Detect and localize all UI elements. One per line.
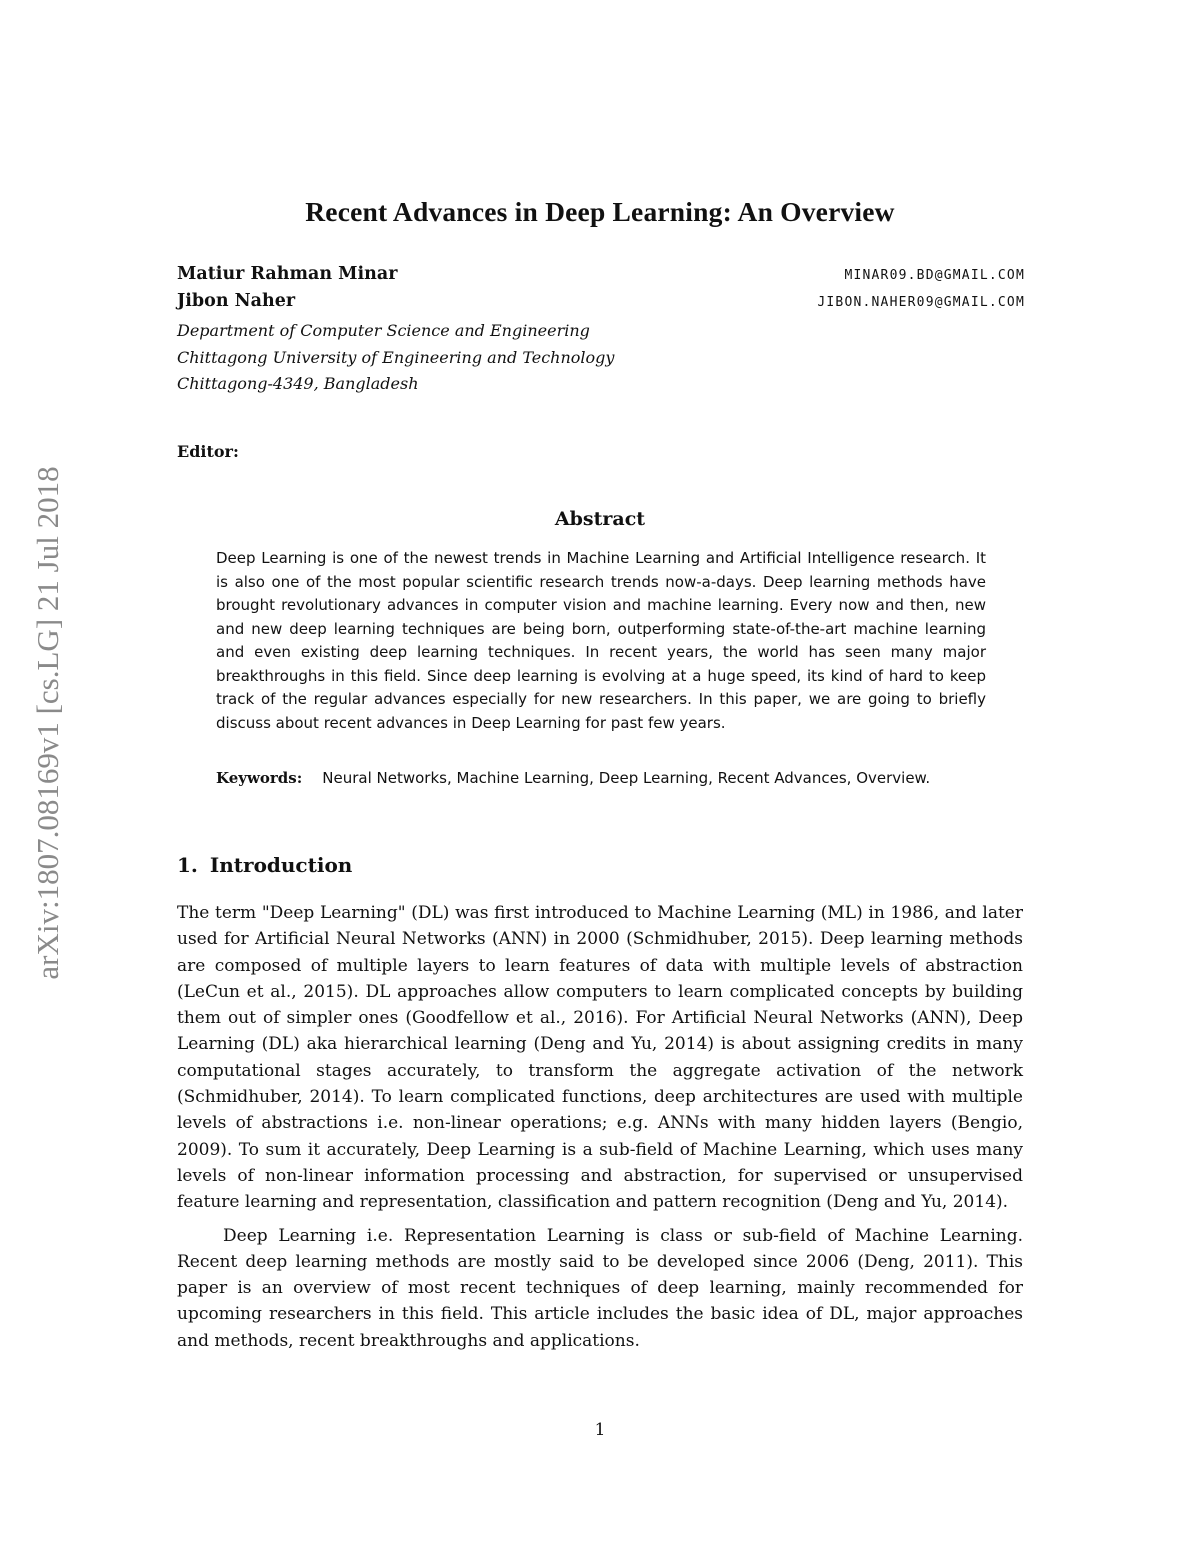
author-row: [177, 291, 1025, 318]
abstract-text: Deep Learning is one of the newest trends in Machine Learning and Artificial Intelligence research. It is also one of the most popular scientific research trends now-a-days. Deep learning methods have brought revolutionary advances in computer vision and machine learning. Every now and then, new and new deep learning techniques are being born, outperforming state-of-the-art machine learning and even existing deep learning techniques. In recent years, the world has seen many major breakthroughs in this field. Since deep learning is evolving at a huge speed, its kind of hard to keep track of the regular advances especially for new researchers. In this paper, we are going to briefly discuss about recent advances in Deep Learning for past few years.: [216, 549, 986, 732]
page-number: 1: [594, 1420, 606, 1440]
author-email: JIBON.NAHER09@GMAIL.COM: [817, 295, 1025, 310]
author-email: MINAR09.BD@GMAIL.COM: [844, 268, 1025, 283]
paper-title: Recent Advances in Deep Learning: An Overview: [305, 196, 895, 227]
keywords-label: Keywords:: [216, 769, 303, 787]
section-number: 1.: [177, 853, 198, 877]
author-block: [177, 264, 1025, 398]
abstract-heading: Abstract: [554, 508, 646, 530]
arxiv-identifier-stamp: arXiv:1807.08169v1 [cs.LG] 21 Jul 2018: [30, 466, 65, 980]
editor-label: Editor:: [177, 442, 239, 461]
section-heading: [177, 853, 352, 877]
body-paragraph: The term "Deep Learning" (DL) was first introduced to Machine Learning (ML) in 1986, and later used for Artificial Neural Networks (ANN) in 2000 (Schmidhuber, 2015). Deep learning methods are composed of multiple layers to learn features of data with multiple levels of abstraction (LeCun et al., 2015). DL approaches allow computers to learn complicated concepts by building them out of simpler ones (Goodfellow et al., 2016). For Artificial Neural Networks (ANN), Deep Learning (DL) aka hierarchical learning (Deng and Yu, 2014) is about assigning credits in many computational stages accurately, to transform the aggregate activation of the network (Schmidhuber, 2014). To learn complicated functions, deep architectures are used with multiple levels of abstractions i.e. non-linear operations; e.g. ANNs with many hidden layers (Bengio, 2009). To sum it accurately, Deep Learning is a sub-field of Machine Learning, which uses many levels of non-linear information processing and abstraction, for supervised or unsupervised feature learning and representation, classification and pattern recognition (Deng and Yu, 2014).: [177, 903, 1023, 1213]
author-row: [177, 264, 1025, 291]
affiliation-location: Chittagong-4349, Bangladesh: [177, 374, 419, 393]
body-paragraph: Deep Learning i.e. Representation Learning is class or sub-field of Machine Learning. Recent deep learning methods are mostly said to be developed since 2006 (Deng, 2011). This paper is an overview of most recent techniques of deep learning, mainly recommended for upcoming researchers in this field. This article includes the basic idea of DL, major approaches and methods, recent breakthroughs and applications.: [177, 1225, 1023, 1351]
affiliation-university: Chittagong University of Engineering and Technology: [177, 347, 615, 367]
affiliation-department: Department of Computer Science and Engineering: [177, 321, 590, 340]
section-body: [177, 900, 1023, 1361]
keywords-list: Neural Networks, Machine Learning, Deep Learning, Recent Advances, Overview.: [322, 769, 931, 787]
author-name: Matiur Rahman Minar: [177, 264, 398, 284]
section-title: Introduction: [209, 853, 353, 877]
keywords-block: [216, 766, 986, 790]
author-name: Jibon Naher: [177, 291, 296, 311]
